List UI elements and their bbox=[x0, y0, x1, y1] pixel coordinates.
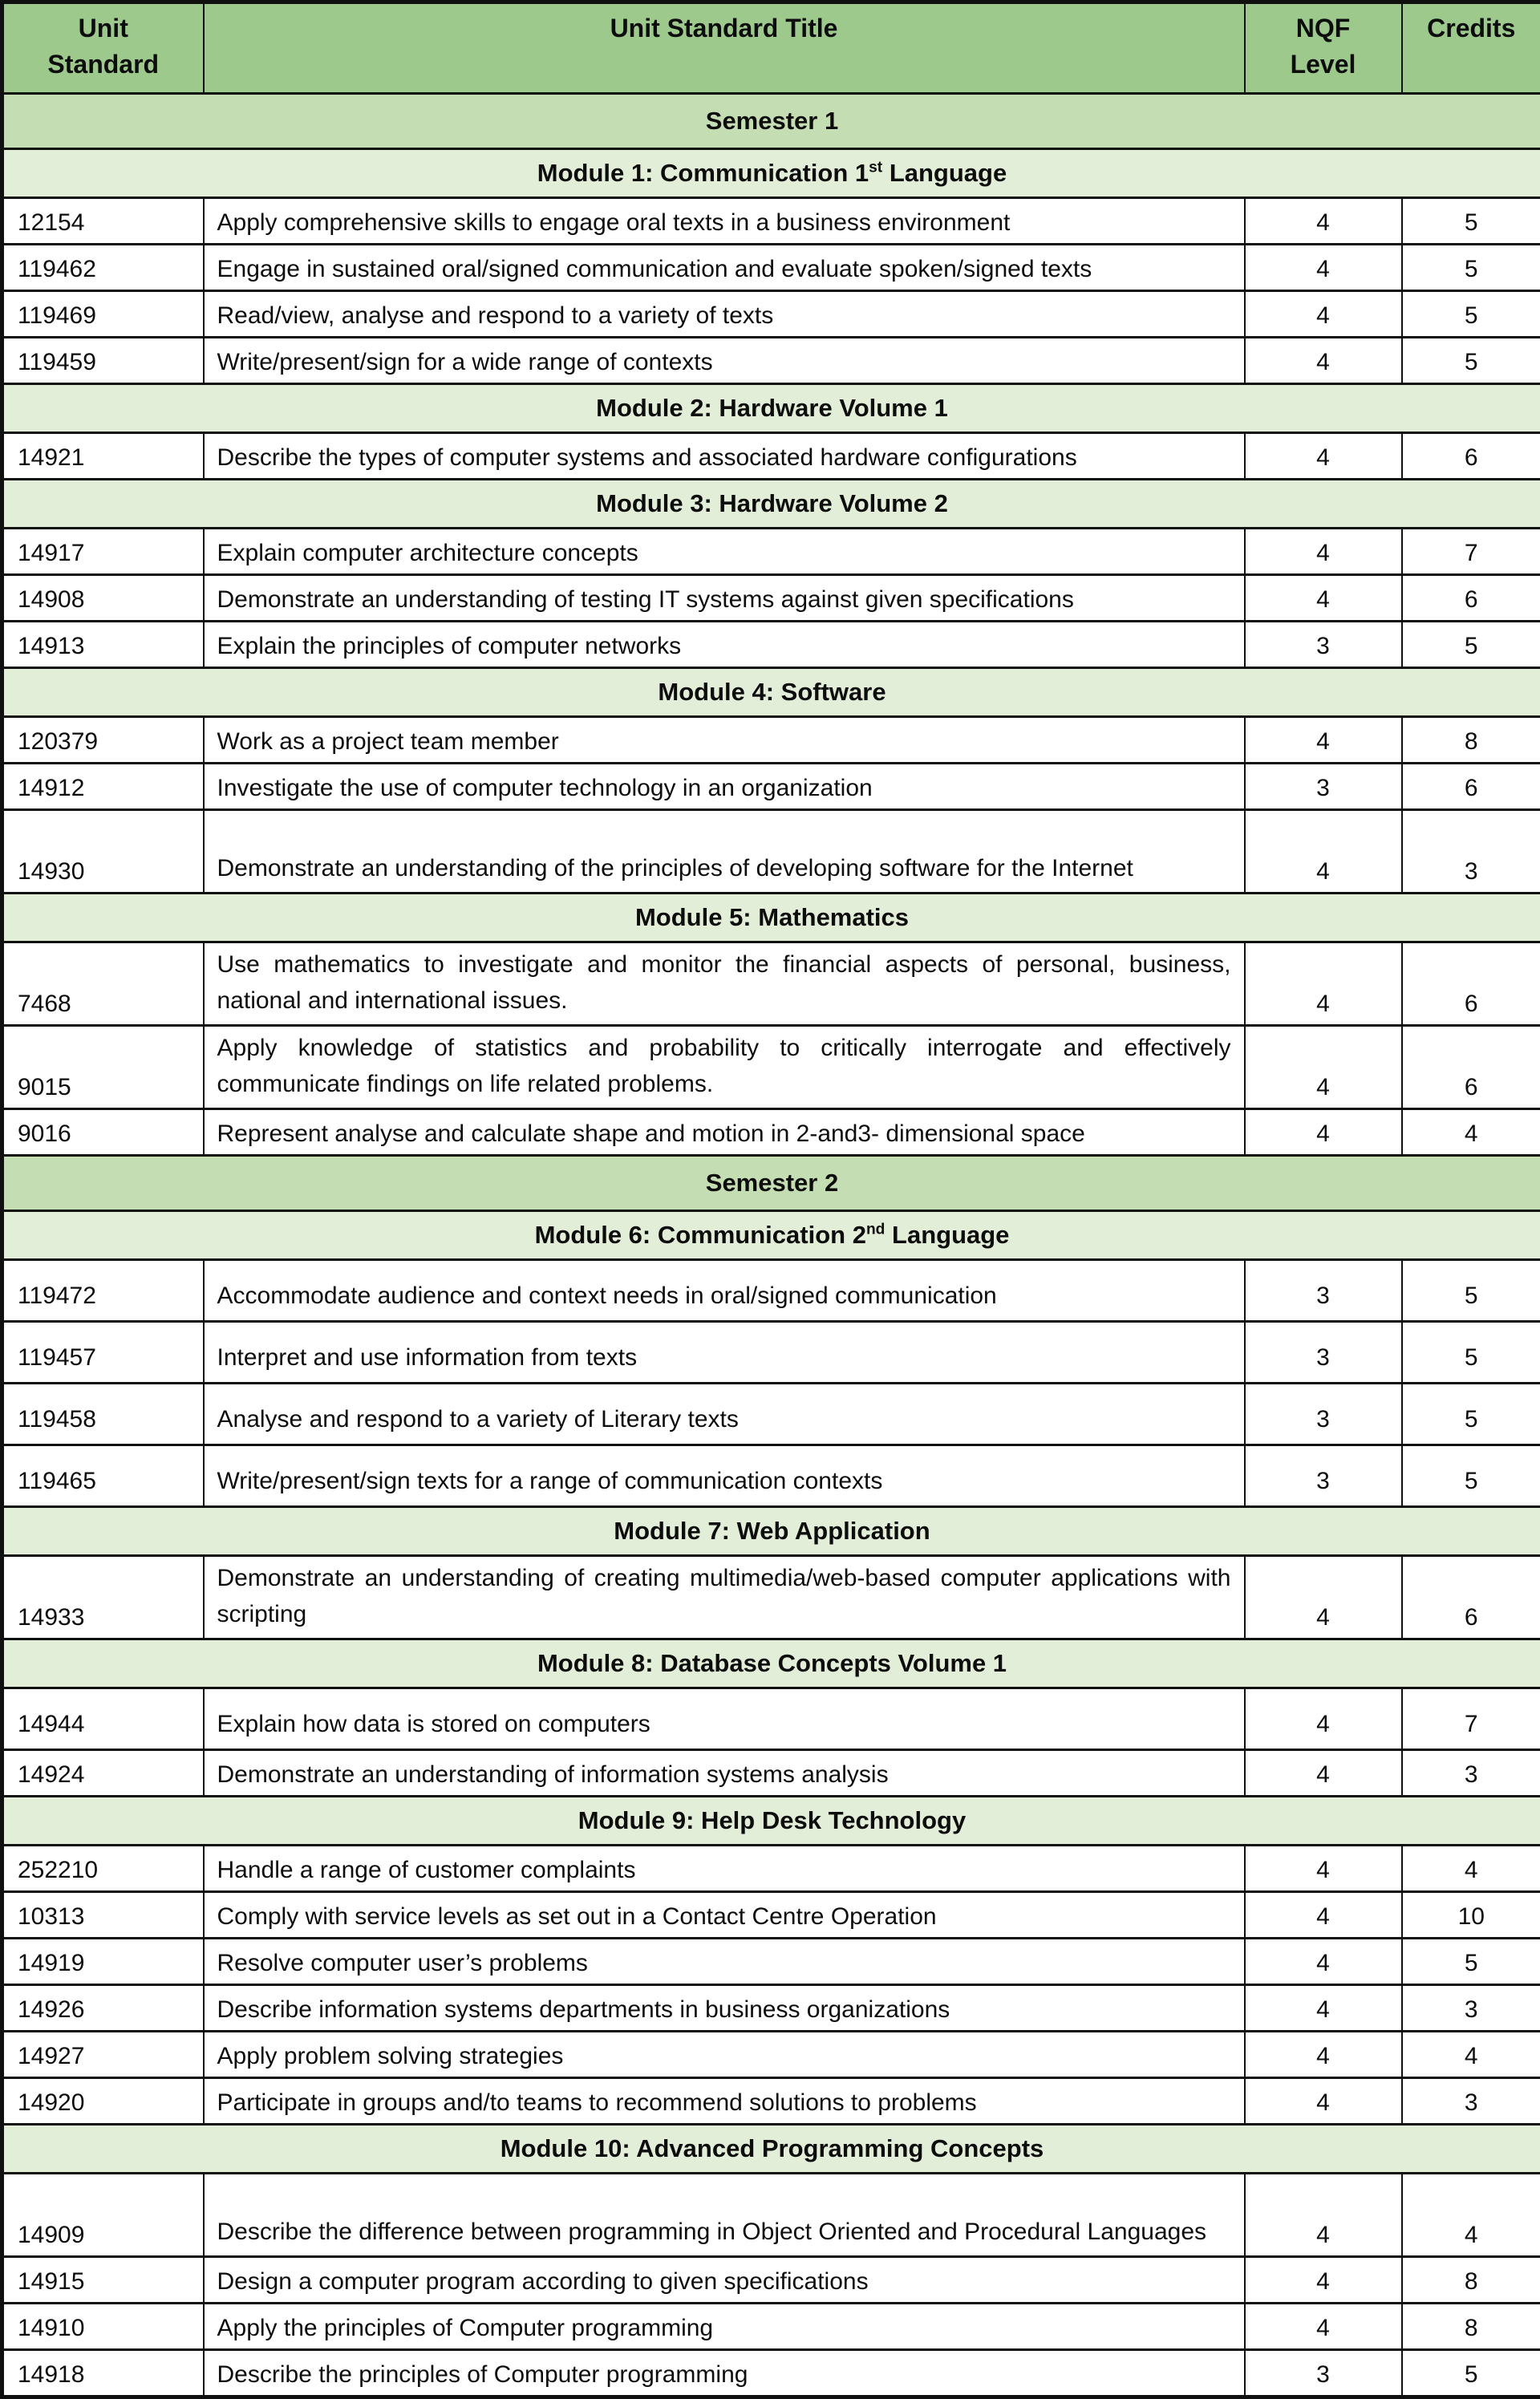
credits-cell: 3 bbox=[1402, 810, 1540, 894]
semester-title: Semester 1 bbox=[2, 94, 1540, 149]
credits-cell: 6 bbox=[1402, 764, 1540, 810]
credits-cell: 5 bbox=[1402, 1445, 1540, 1507]
nqf-level-cell: 3 bbox=[1245, 1445, 1402, 1507]
nqf-level-cell: 4 bbox=[1245, 1688, 1402, 1750]
nqf-level-cell: 4 bbox=[1245, 1750, 1402, 1797]
unit-title-cell: Interpret and use information from texts bbox=[204, 1322, 1245, 1384]
credits-cell: 4 bbox=[1402, 1846, 1540, 1892]
unit-standard-cell: 119457 bbox=[2, 1322, 204, 1384]
table-row bbox=[2, 1556, 1540, 1639]
unit-title-cell: Demonstrate an understanding of testing IT systems against given specifications bbox=[204, 575, 1245, 622]
credits-cell: 5 bbox=[1402, 1939, 1540, 1985]
table-row bbox=[2, 1892, 1540, 1939]
module-row bbox=[2, 149, 1540, 198]
unit-title-cell: Demonstrate an understanding of information systems analysis bbox=[204, 1750, 1245, 1797]
unit-title-cell: Write/present/sign for a wide range of contexts bbox=[204, 338, 1245, 384]
module-title bbox=[2, 149, 1540, 198]
nqf-level-cell: 3 bbox=[1245, 2350, 1402, 2397]
module-title-text-after: Language bbox=[885, 1221, 1009, 1249]
module-title-text: Module 1: Communication 1 bbox=[537, 159, 869, 187]
credits-cell: 4 bbox=[1402, 2174, 1540, 2257]
credits-cell: 7 bbox=[1402, 529, 1540, 575]
unit-standard-cell: 14927 bbox=[2, 2032, 204, 2078]
unit-standard-cell: 14944 bbox=[2, 1688, 204, 1750]
unit-standard-cell: 14933 bbox=[2, 1556, 204, 1639]
nqf-level-cell: 4 bbox=[1245, 942, 1402, 1026]
table-row bbox=[2, 2350, 1540, 2397]
nqf-level-cell: 4 bbox=[1245, 433, 1402, 480]
nqf-level-cell: 4 bbox=[1245, 338, 1402, 384]
nqf-level-cell: 4 bbox=[1245, 1846, 1402, 1892]
unit-title-cell: Describe information systems departments in business organizations bbox=[204, 1985, 1245, 2032]
nqf-level-cell: 3 bbox=[1245, 1384, 1402, 1445]
module-title-text: Module 4: Software bbox=[658, 678, 886, 706]
table-row bbox=[2, 1750, 1540, 1797]
table-row bbox=[2, 1384, 1540, 1445]
unit-standard-cell: 7468 bbox=[2, 942, 204, 1026]
nqf-level-cell: 4 bbox=[1245, 2032, 1402, 2078]
module-title bbox=[2, 1211, 1540, 1260]
table-row bbox=[2, 1688, 1540, 1750]
credits-cell: 6 bbox=[1402, 433, 1540, 480]
table-row bbox=[2, 2032, 1540, 2078]
nqf-level-cell: 3 bbox=[1245, 764, 1402, 810]
nqf-level-cell: 4 bbox=[1245, 717, 1402, 764]
unit-title-cell: Explain computer architecture concepts bbox=[204, 529, 1245, 575]
module-row bbox=[2, 1507, 1540, 1556]
nqf-level-cell: 3 bbox=[1245, 622, 1402, 668]
unit-standard-cell: 119458 bbox=[2, 1384, 204, 1445]
credits-cell: 5 bbox=[1402, 1322, 1540, 1384]
credits-cell: 7 bbox=[1402, 1688, 1540, 1750]
unit-title-cell: Handle a range of customer complaints bbox=[204, 1846, 1245, 1892]
unit-standard-cell: 119472 bbox=[2, 1260, 204, 1322]
credits-cell: 4 bbox=[1402, 1109, 1540, 1156]
unit-title-cell: Represent analyse and calculate shape and motion in 2-and3- dimensional space bbox=[204, 1109, 1245, 1156]
unit-standard-cell: 119462 bbox=[2, 245, 204, 291]
nqf-level-cell: 4 bbox=[1245, 1892, 1402, 1939]
credits-cell: 6 bbox=[1402, 575, 1540, 622]
module-title-text: Module 2: Hardware Volume 1 bbox=[596, 394, 948, 422]
module-title bbox=[2, 1797, 1540, 1846]
unit-standard-cell: 119459 bbox=[2, 338, 204, 384]
unit-standard-cell: 14912 bbox=[2, 764, 204, 810]
table-row bbox=[2, 1846, 1540, 1892]
unit-standard-cell: 12154 bbox=[2, 198, 204, 245]
module-title bbox=[2, 480, 1540, 529]
module-row bbox=[2, 1797, 1540, 1846]
module-title bbox=[2, 1507, 1540, 1556]
unit-title-cell: Analyse and respond to a variety of Literary texts bbox=[204, 1384, 1245, 1445]
module-row bbox=[2, 2125, 1540, 2174]
table-row bbox=[2, 717, 1540, 764]
nqf-level-cell: 4 bbox=[1245, 2304, 1402, 2350]
table-row bbox=[2, 198, 1540, 245]
module-title bbox=[2, 668, 1540, 717]
credits-cell: 5 bbox=[1402, 198, 1540, 245]
unit-title-cell: Apply problem solving strategies bbox=[204, 2032, 1245, 2078]
nqf-level-cell: 4 bbox=[1245, 1556, 1402, 1639]
module-title-superscript: st bbox=[869, 160, 882, 176]
table-row bbox=[2, 2078, 1540, 2125]
unit-standard-cell: 14913 bbox=[2, 622, 204, 668]
credits-cell: 5 bbox=[1402, 1384, 1540, 1445]
nqf-level-cell: 4 bbox=[1245, 1985, 1402, 2032]
credits-cell: 5 bbox=[1402, 2350, 1540, 2397]
module-title-text: Module 3: Hardware Volume 2 bbox=[596, 489, 948, 517]
unit-standard-cell: 14930 bbox=[2, 810, 204, 894]
table-row bbox=[2, 1985, 1540, 2032]
unit-title-cell: Engage in sustained oral/signed communication and evaluate spoken/signed texts bbox=[204, 245, 1245, 291]
unit-title-cell: Apply the principles of Computer programming bbox=[204, 2304, 1245, 2350]
credits-cell: 3 bbox=[1402, 2078, 1540, 2125]
unit-standard-cell: 252210 bbox=[2, 1846, 204, 1892]
nqf-level-cell: 4 bbox=[1245, 1939, 1402, 1985]
unit-title-cell: Apply knowledge of statistics and probability to critically interrogate and effectively communicate findings on life related problems. bbox=[204, 1026, 1245, 1109]
credits-cell: 8 bbox=[1402, 2304, 1540, 2350]
nqf-level-cell: 4 bbox=[1245, 1026, 1402, 1109]
unit-title-cell: Describe the principles of Computer programming bbox=[204, 2350, 1245, 2397]
unit-standard-cell: 119465 bbox=[2, 1445, 204, 1507]
unit-title-cell: Describe the types of computer systems and associated hardware configurations bbox=[204, 433, 1245, 480]
table-body bbox=[2, 94, 1540, 2397]
credits-cell: 5 bbox=[1402, 1260, 1540, 1322]
unit-standard-cell: 14924 bbox=[2, 1750, 204, 1797]
nqf-level-cell: 4 bbox=[1245, 198, 1402, 245]
header-row bbox=[2, 2, 1540, 94]
module-title-text: Module 6: Communication 2 bbox=[535, 1221, 866, 1249]
unit-standard-cell: 14918 bbox=[2, 2350, 204, 2397]
credits-cell: 5 bbox=[1402, 338, 1540, 384]
unit-standard-cell: 14920 bbox=[2, 2078, 204, 2125]
module-title-text: Module 5: Mathematics bbox=[635, 903, 909, 931]
nqf-level-cell: 4 bbox=[1245, 245, 1402, 291]
unit-title-cell: Investigate the use of computer technology in an organization bbox=[204, 764, 1245, 810]
unit-standard-cell: 14910 bbox=[2, 2304, 204, 2350]
nqf-level-cell: 4 bbox=[1245, 575, 1402, 622]
unit-title-cell: Comply with service levels as set out in a Contact Centre Operation bbox=[204, 1892, 1245, 1939]
nqf-level-cell: 4 bbox=[1245, 2257, 1402, 2304]
nqf-level-cell: 4 bbox=[1245, 529, 1402, 575]
unit-standard-cell: 14917 bbox=[2, 529, 204, 575]
table-row bbox=[2, 529, 1540, 575]
unit-standard-cell: 120379 bbox=[2, 717, 204, 764]
module-title-text: Module 10: Advanced Programming Concepts bbox=[500, 2134, 1044, 2162]
credits-cell: 8 bbox=[1402, 2257, 1540, 2304]
unit-title-cell: Design a computer program according to given specifications bbox=[204, 2257, 1245, 2304]
credits-cell: 6 bbox=[1402, 1556, 1540, 1639]
table-row bbox=[2, 2304, 1540, 2350]
module-title bbox=[2, 2125, 1540, 2174]
unit-title-cell: Demonstrate an understanding of creating multimedia/web-based computer applications with scripting bbox=[204, 1556, 1245, 1639]
col-header-credits: Credits bbox=[1402, 2, 1540, 94]
credits-cell: 3 bbox=[1402, 1985, 1540, 2032]
unit-standard-cell: 9016 bbox=[2, 1109, 204, 1156]
unit-title-cell: Write/present/sign texts for a range of communication contexts bbox=[204, 1445, 1245, 1507]
credits-cell: 6 bbox=[1402, 942, 1540, 1026]
unit-standard-cell: 14908 bbox=[2, 575, 204, 622]
table-row bbox=[2, 433, 1540, 480]
unit-title-cell: Use mathematics to investigate and monitor the financial aspects of personal, business, national and international issues. bbox=[204, 942, 1245, 1026]
table-row bbox=[2, 622, 1540, 668]
col-header-nqf-level: NQF Level bbox=[1245, 2, 1402, 94]
col-header-unit-standard-title: Unit Standard Title bbox=[204, 2, 1245, 94]
unit-standard-cell: 9015 bbox=[2, 1026, 204, 1109]
unit-standard-cell: 119469 bbox=[2, 291, 204, 338]
module-title-text: Module 8: Database Concepts Volume 1 bbox=[537, 1649, 1007, 1677]
unit-title-cell: Describe the difference between programming in Object Oriented and Procedural Languages bbox=[204, 2174, 1245, 2257]
credits-cell: 5 bbox=[1402, 291, 1540, 338]
semester-title: Semester 2 bbox=[2, 1156, 1540, 1211]
unit-standard-cell: 14921 bbox=[2, 433, 204, 480]
unit-title-cell: Explain the principles of computer networks bbox=[204, 622, 1245, 668]
unit-title-cell: Demonstrate an understanding of the principles of developing software for the Internet bbox=[204, 810, 1245, 894]
unit-standard-cell: 14915 bbox=[2, 2257, 204, 2304]
credits-cell: 5 bbox=[1402, 622, 1540, 668]
module-row bbox=[2, 668, 1540, 717]
semester-row bbox=[2, 1156, 1540, 1211]
module-title-superscript: nd bbox=[866, 1222, 885, 1238]
table-row bbox=[2, 338, 1540, 384]
module-row bbox=[2, 1639, 1540, 1688]
table-row bbox=[2, 2174, 1540, 2257]
credits-cell: 8 bbox=[1402, 717, 1540, 764]
credits-cell: 6 bbox=[1402, 1026, 1540, 1109]
unit-standard-cell: 10313 bbox=[2, 1892, 204, 1939]
table-row bbox=[2, 2257, 1540, 2304]
table-row bbox=[2, 1109, 1540, 1156]
nqf-level-cell: 4 bbox=[1245, 2078, 1402, 2125]
module-title bbox=[2, 384, 1540, 433]
unit-standard-cell: 14909 bbox=[2, 2174, 204, 2257]
table-row bbox=[2, 810, 1540, 894]
unit-title-cell: Accommodate audience and context needs in oral/signed communication bbox=[204, 1260, 1245, 1322]
module-row bbox=[2, 384, 1540, 433]
credits-cell: 3 bbox=[1402, 1750, 1540, 1797]
table-row bbox=[2, 764, 1540, 810]
module-title bbox=[2, 894, 1540, 942]
unit-title-cell: Apply comprehensive skills to engage oral texts in a business environment bbox=[204, 198, 1245, 245]
module-title-text-after: Language bbox=[882, 159, 1007, 187]
module-title-text: Module 9: Help Desk Technology bbox=[578, 1806, 966, 1834]
module-row bbox=[2, 894, 1540, 942]
nqf-level-cell: 4 bbox=[1245, 291, 1402, 338]
table-row bbox=[2, 245, 1540, 291]
nqf-level-cell: 4 bbox=[1245, 1109, 1402, 1156]
col-header-unit-standard: Unit Standard bbox=[2, 2, 204, 94]
nqf-level-cell: 4 bbox=[1245, 2174, 1402, 2257]
unit-title-cell: Resolve computer user’s problems bbox=[204, 1939, 1245, 1985]
table-row bbox=[2, 1260, 1540, 1322]
table-row bbox=[2, 1026, 1540, 1109]
table-row bbox=[2, 942, 1540, 1026]
table-row bbox=[2, 1939, 1540, 1985]
unit-title-cell: Work as a project team member bbox=[204, 717, 1245, 764]
table-row bbox=[2, 1445, 1540, 1507]
unit-standard-cell: 14926 bbox=[2, 1985, 204, 2032]
unit-title-cell: Participate in groups and/to teams to recommend solutions to problems bbox=[204, 2078, 1245, 2125]
unit-title-cell: Explain how data is stored on computers bbox=[204, 1688, 1245, 1750]
module-row bbox=[2, 480, 1540, 529]
unit-standard-cell: 14919 bbox=[2, 1939, 204, 1985]
credits-cell: 5 bbox=[1402, 245, 1540, 291]
credits-cell: 10 bbox=[1402, 1892, 1540, 1939]
nqf-level-cell: 3 bbox=[1245, 1260, 1402, 1322]
semester-row bbox=[2, 94, 1540, 149]
unit-title-cell: Read/view, analyse and respond to a variety of texts bbox=[204, 291, 1245, 338]
nqf-level-cell: 4 bbox=[1245, 810, 1402, 894]
table-row bbox=[2, 1322, 1540, 1384]
module-row bbox=[2, 1211, 1540, 1260]
table-row bbox=[2, 291, 1540, 338]
table-row bbox=[2, 575, 1540, 622]
credits-cell: 4 bbox=[1402, 2032, 1540, 2078]
nqf-level-cell: 3 bbox=[1245, 1322, 1402, 1384]
module-title bbox=[2, 1639, 1540, 1688]
module-title-text: Module 7: Web Application bbox=[614, 1517, 930, 1545]
